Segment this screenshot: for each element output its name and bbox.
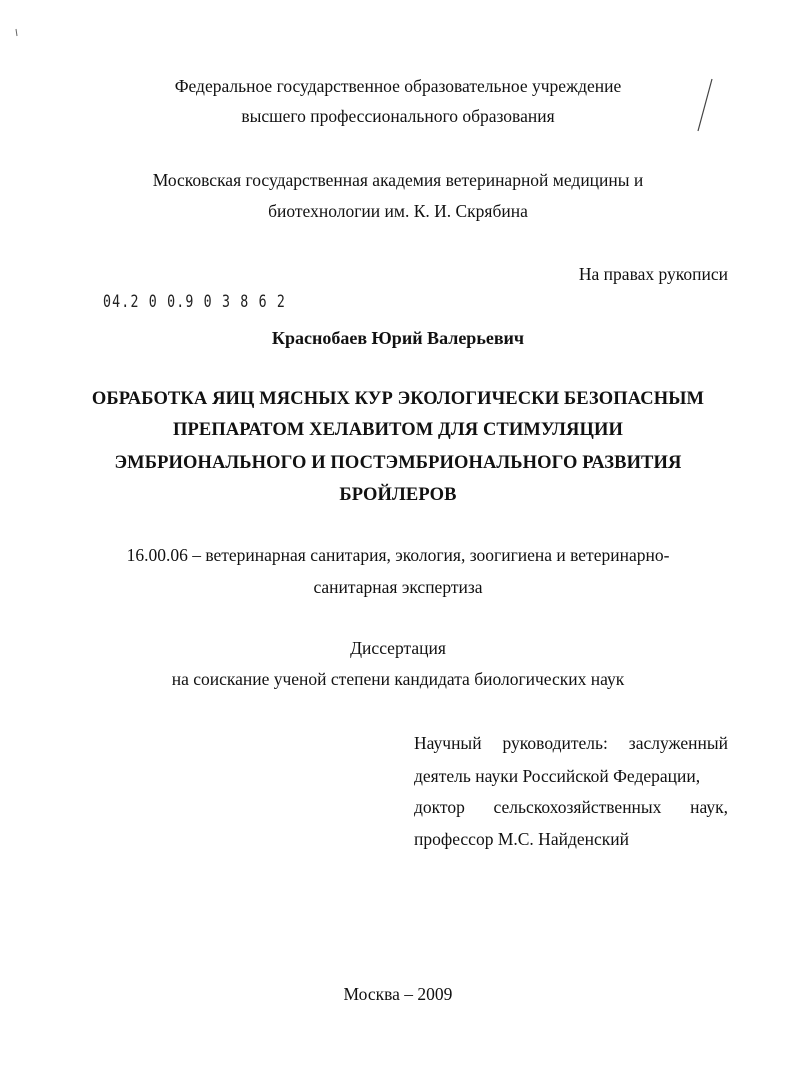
supervisor-line-2: деятель науки Российской Федерации, [414, 766, 701, 786]
supervisor-line-4: профессор М.С. Найденский [414, 829, 629, 849]
supervisor-line-1: Научный руководитель: заслуженный [414, 733, 728, 753]
org-line-2: высшего профессионального образования [241, 106, 555, 126]
supervisor-line-3: доктор сельскохозяйственных наук, [414, 797, 728, 817]
scan-mark-corner-dot [14, 28, 20, 38]
title-line-2: ПРЕПАРАТОМ ХЕЛАВИТОМ ДЛЯ СТИМУЛЯЦИИ [173, 420, 623, 440]
specialty-line-2: санитарная экспертиза [313, 577, 483, 597]
specialty-line-1: 16.00.06 – ветеринарная санитария, экология, зоогигиена и ветеринарно- [126, 545, 670, 565]
manuscript-note: На правах рукописи [578, 264, 728, 284]
title-line-3: ЭМБРИОНАЛЬНОГО И ПОСТЭМБРИОНАЛЬНОГО РАЗВИТИЯ [114, 453, 682, 473]
academy-line-2: биотехнологии им. К. И. Скрябина [268, 201, 528, 221]
academy-line-1: Московская государственная академия ветеринарной медицины и [152, 170, 644, 190]
degree-purpose: на соискание ученой степени кандидата биологических наук [171, 669, 625, 689]
title-line-1: ОБРАБОТКА ЯИЦ МЯСНЫХ КУР ЭКОЛОГИЧЕСКИ БЕЗОПАСНЫМ [91, 389, 705, 409]
title-line-4: БРОЙЛЕРОВ [339, 485, 457, 505]
org-line-1: Федеральное государственное образовательное учреждение [174, 76, 622, 96]
degree-type: Диссертация [350, 638, 446, 658]
author-name: Краснобаев Юрий Валерьевич [271, 328, 525, 348]
registration-stamp: 04.2 0 0.9 0 3 8 6 2 [103, 292, 287, 312]
footer-city-year: Москва – 2009 [343, 984, 453, 1004]
